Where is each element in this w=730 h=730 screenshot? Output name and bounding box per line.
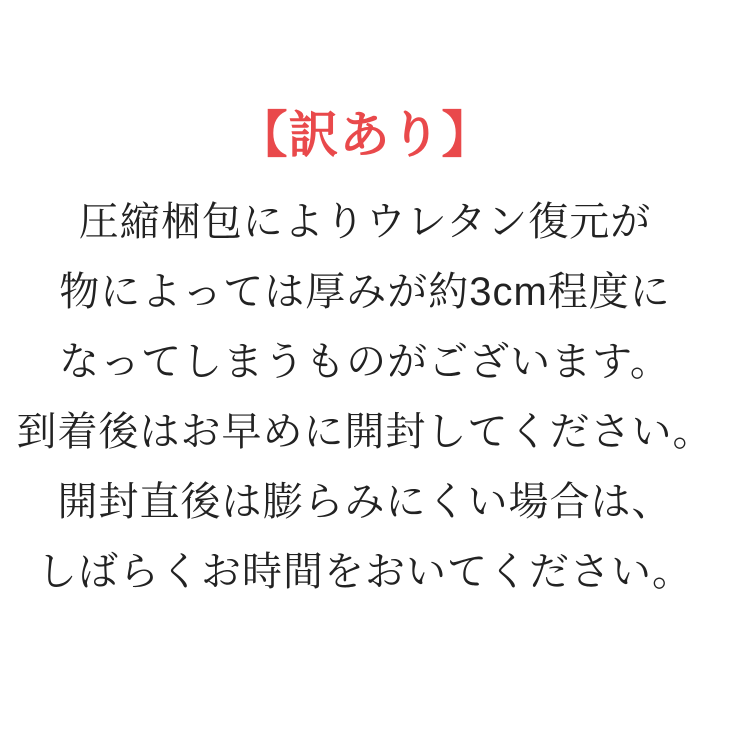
notice-line-5: 開封直後は膨らみにくい場合は、 [57, 480, 673, 524]
notice-title: 【訳あり】 [237, 107, 493, 163]
notice-line-3: なってしまうものがございます。 [59, 340, 671, 384]
notice-line-2: 物によっては厚みが約3cm程度に [59, 270, 671, 314]
notice-line-4: 到着後はお早めに開封してください。 [16, 410, 714, 454]
notice-line-1: 圧縮梱包によりウレタン復元が [78, 200, 652, 244]
notice-line-6: しばらくお時間をおいてください。 [37, 550, 693, 594]
